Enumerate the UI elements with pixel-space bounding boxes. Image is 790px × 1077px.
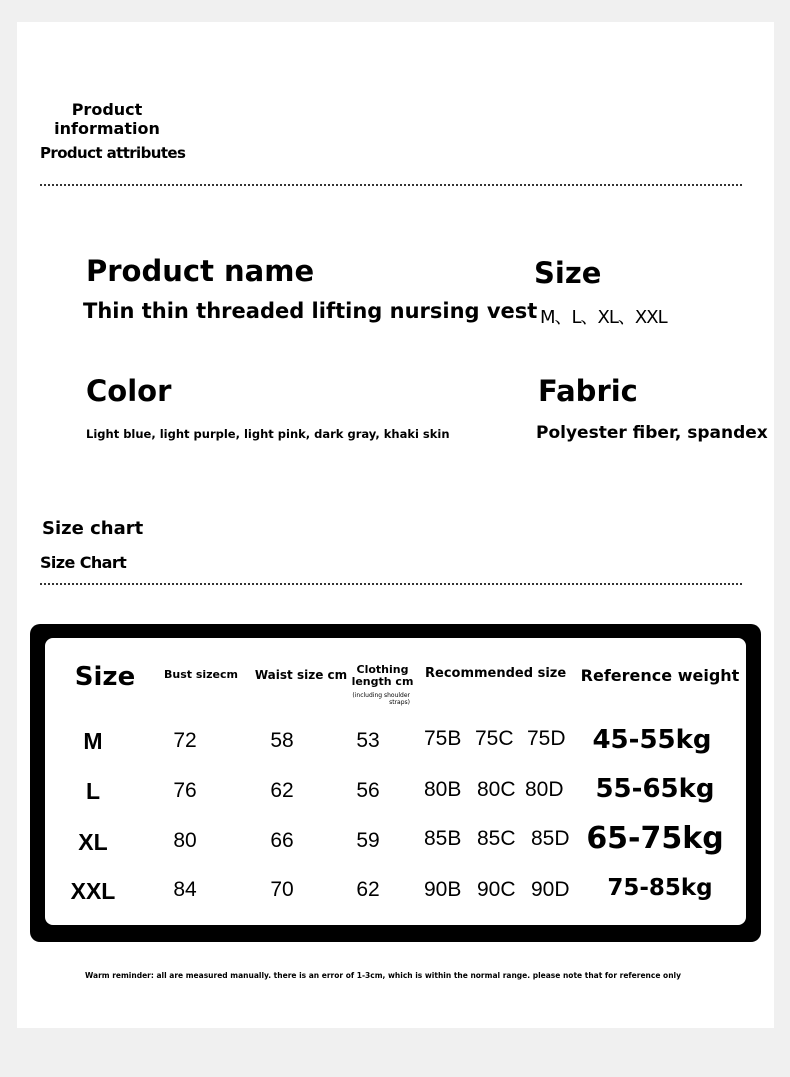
weight-cell: 75-85kg [607,875,713,901]
length-cell: 53 [356,729,380,752]
section-title [40,100,174,138]
product-name-label: Product name [86,254,315,288]
color-label: Color [86,374,172,408]
size-value: M、L、XL、XXL [540,307,667,328]
section-title-line2: information [54,119,160,138]
header-length [345,664,420,688]
weight-cell: 45-55kg [592,725,712,755]
header-length-note [330,692,410,706]
rec-cup-cell: 90C [477,878,516,901]
size-cell: XL [78,829,108,855]
rec-cup-cell: 80C [477,778,516,801]
weight-cell: 65-75kg [586,821,724,856]
length-cell: 56 [356,779,380,802]
size-cell: XXL [70,878,116,904]
rec-cup-cell: 75C [475,727,514,750]
header-length-line2: length cm [351,675,414,688]
size-label: Size [534,256,602,290]
fabric-label: Fabric [538,374,638,408]
rec-cup-cell: 85B [424,827,462,850]
warm-reminder-note: Warm reminder: all are measured manually. there is an error of 1-3cm, which is within the normal range. please note that for reference only [85,971,681,980]
product-name-value: Thin thin threaded lifting nursing vest [83,299,538,323]
rec-cup-cell: 90D [531,878,570,901]
bust-cell: 76 [173,779,197,802]
rec-cup-cell: 85D [531,827,570,850]
rec-cup-cell: 80D [525,778,564,801]
section-subtitle: Product attributes [40,144,186,162]
rec-cup-cell: 90B [424,878,462,901]
header-length-note-line2: straps) [389,699,410,706]
size-chart-title: Size chart [42,518,144,539]
weight-cell: 55-65kg [595,774,715,804]
dotted-divider [40,184,742,186]
length-cell: 62 [356,878,380,901]
size-table-frame [30,624,761,942]
header-bust: Bust sizecm [163,668,238,681]
color-value: Light blue, light purple, light pink, dark gray, khaki skin [86,427,450,441]
waist-cell: 62 [270,779,294,802]
header-size: Size [74,662,136,692]
section-title-line1: Product [71,100,143,119]
waist-cell: 58 [270,729,294,752]
size-cell: M [83,728,103,754]
length-cell: 59 [356,829,380,852]
bust-cell: 80 [173,829,197,852]
fabric-value: Polyester fiber, spandex [536,423,768,443]
size-table [45,638,746,925]
header-length-note-line1: (including shoulder [352,692,410,699]
header-waist: Waist size cm [254,668,348,682]
bust-cell: 72 [173,729,197,752]
waist-cell: 70 [270,878,294,901]
header-length-line1: Clothing [356,663,409,676]
waist-cell: 66 [270,829,294,852]
bust-cell: 84 [173,878,197,901]
rec-cup-cell: 85C [477,827,516,850]
size-chart-subtitle: Size Chart [40,553,127,572]
rec-cup-cell: 75B [424,727,462,750]
rec-cup-cell: 80B [424,778,462,801]
rec-cup-cell: 75D [527,727,566,750]
header-recommended: Recommended size [425,666,567,681]
dotted-divider [40,583,742,585]
size-cell: L [85,778,101,804]
header-weight: Reference weight [580,666,740,685]
